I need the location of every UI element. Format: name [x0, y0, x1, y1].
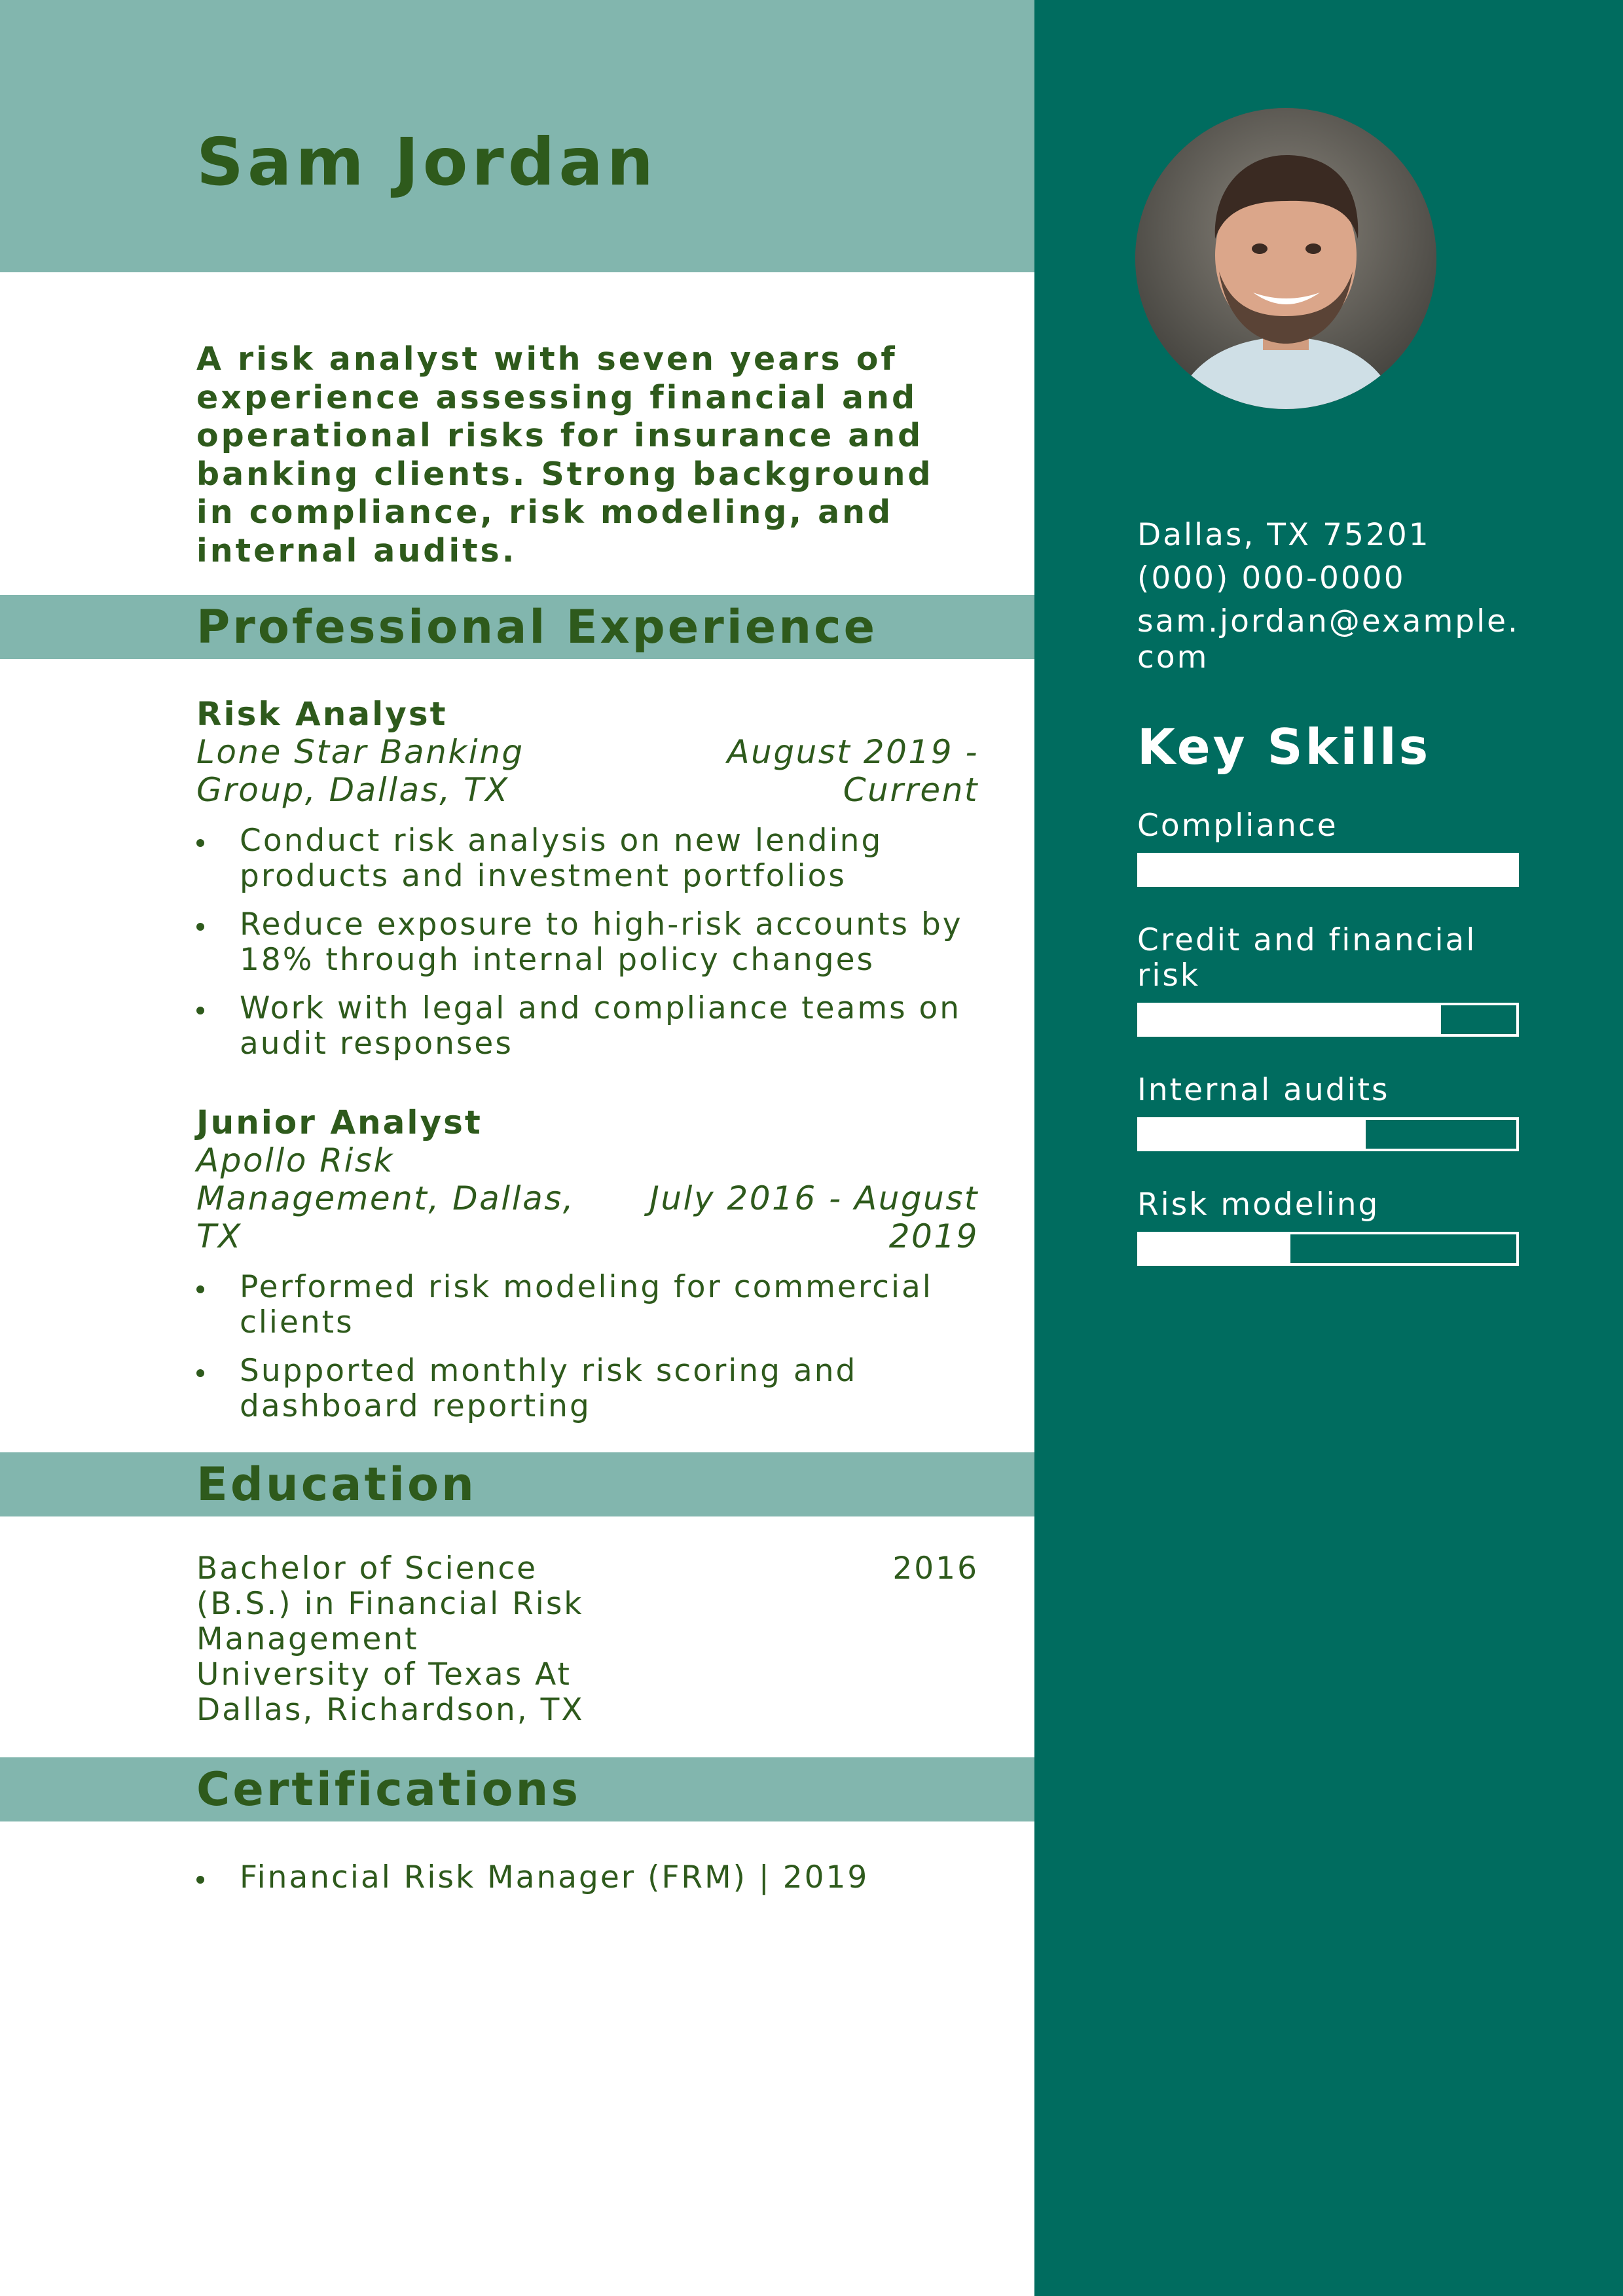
- job-bullets: [196, 823, 979, 1062]
- section-title-education: Education: [196, 1458, 477, 1511]
- skill-item: [1137, 808, 1519, 887]
- contact-phone: (000) 000-0000: [1137, 560, 1406, 596]
- skill-level-fill: [1140, 1005, 1441, 1034]
- bullet-icon: [196, 1007, 204, 1014]
- education-entry: [196, 1551, 979, 1728]
- job-bullets: [196, 1270, 979, 1424]
- section-header-education: [0, 1452, 1034, 1516]
- job-title: Junior Analyst: [196, 1103, 483, 1141]
- skill-level-fill: [1140, 1234, 1290, 1263]
- skill-name: Risk modeling: [1137, 1187, 1380, 1223]
- list-item: Reduce exposure to high-risk accounts by 18% through internal policy changes: [196, 907, 979, 978]
- skill-level-bar: [1137, 1232, 1519, 1266]
- section-header-certifications: [0, 1757, 1034, 1821]
- list-item: Conduct risk analysis on new lending products and investment portfolios: [196, 823, 979, 894]
- certification-list: [196, 1860, 979, 1895]
- list-item: Performed risk modeling for commercial clients: [196, 1270, 979, 1340]
- skill-level-bar: [1137, 853, 1519, 887]
- contact-email[interactable]: sam.jordan@example.com: [1137, 603, 1520, 675]
- contact-location: Dallas, TX 75201: [1137, 517, 1431, 553]
- summary-text: A risk analyst with seven years of experience assessing financial and operational risks for insurance and banking clients. Strong background in compliance, risk modeling, and internal audits.: [196, 340, 934, 569]
- job-company: Lone Star Banking Group, Dallas, TX: [196, 733, 524, 809]
- skill-name: Credit and financial risk: [1137, 922, 1477, 994]
- job-dates: July 2016 - August 2019: [649, 1179, 979, 1255]
- skill-item: [1137, 1073, 1519, 1151]
- section-header-experience: [0, 595, 1034, 659]
- job-company: Apollo Risk Management, Dallas, TX: [196, 1141, 575, 1255]
- list-item: Financial Risk Manager (FRM) | 2019: [196, 1860, 979, 1895]
- skill-item: [1137, 923, 1519, 1037]
- header-band: [0, 0, 1034, 272]
- candidate-name: Sam Jordan: [196, 124, 657, 200]
- job-dates: August 2019 - Current: [727, 733, 979, 809]
- education-school: University of Texas At Dallas, Richardson, TX: [196, 1657, 585, 1728]
- profile-photo: [1135, 108, 1436, 409]
- contact-info: [1137, 517, 1556, 683]
- job-entry: [196, 1103, 979, 1424]
- section-title-certifications: Certifications: [196, 1763, 581, 1816]
- skills-heading: Key Skills: [1137, 718, 1431, 776]
- list-item: Supported monthly risk scoring and dashboard reporting: [196, 1354, 979, 1424]
- skill-name: Compliance: [1137, 808, 1338, 844]
- job-entry: [196, 695, 979, 1062]
- skill-level-fill: [1140, 855, 1516, 884]
- bullet-icon: [196, 923, 204, 931]
- job-title: Risk Analyst: [196, 695, 448, 733]
- bullet-icon: [196, 839, 204, 847]
- bullet-icon: [196, 1369, 204, 1377]
- job-meta: [196, 733, 979, 809]
- education-year: 2016: [892, 1551, 979, 1587]
- avatar: [1135, 108, 1436, 409]
- section-title-experience: Professional Experience: [196, 600, 878, 654]
- skill-item: [1137, 1187, 1519, 1266]
- skill-level-fill: [1140, 1120, 1366, 1149]
- skill-name: Internal audits: [1137, 1072, 1390, 1108]
- education-degree: Bachelor of Science (B.S.) in Financial Risk Management: [196, 1551, 584, 1657]
- skill-level-bar: [1137, 1003, 1519, 1037]
- bullet-icon: [196, 1285, 204, 1293]
- bullet-icon: [196, 1876, 204, 1884]
- job-meta: [196, 1141, 979, 1255]
- skill-level-bar: [1137, 1117, 1519, 1151]
- list-item: Work with legal and compliance teams on audit responses: [196, 991, 979, 1062]
